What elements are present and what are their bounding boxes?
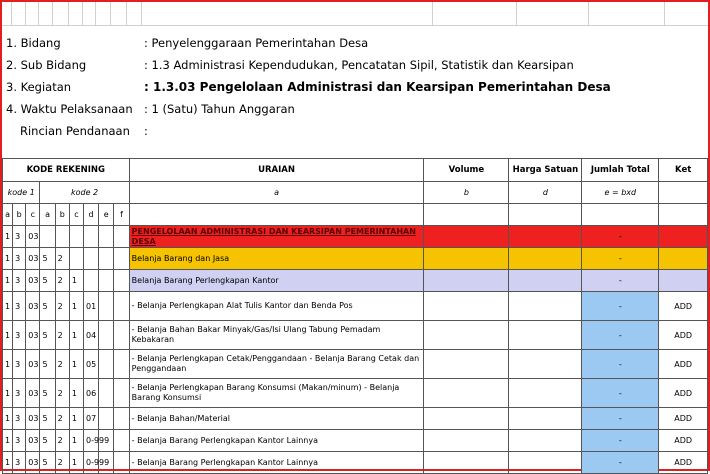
- code-cell[interactable]: 1: [69, 379, 83, 408]
- code-cell[interactable]: 03: [26, 350, 40, 379]
- code-cell[interactable]: [114, 248, 129, 270]
- code-cell[interactable]: 3: [13, 379, 26, 408]
- code-cell[interactable]: 1: [3, 350, 13, 379]
- jumlah-cell[interactable]: -: [582, 379, 659, 408]
- harga-cell[interactable]: [509, 379, 582, 408]
- code-cell[interactable]: 1: [3, 270, 13, 292]
- volume-cell[interactable]: [424, 379, 509, 408]
- harga-cell[interactable]: [509, 452, 582, 474]
- letter-cell: a: [40, 204, 55, 226]
- code-cell[interactable]: [40, 226, 55, 248]
- grid-line: [126, 2, 127, 26]
- kode-rekening-header: KODE REKENING: [3, 159, 130, 182]
- volume-cell[interactable]: [424, 248, 509, 270]
- code-cell[interactable]: 07: [83, 408, 98, 430]
- ket-cell[interactable]: ADD: [659, 452, 708, 474]
- code-cell[interactable]: 1: [3, 408, 13, 430]
- harga-cell[interactable]: [509, 350, 582, 379]
- ket-cell[interactable]: [659, 226, 708, 248]
- code-cell[interactable]: 03: [26, 379, 40, 408]
- code-cell[interactable]: [114, 321, 129, 350]
- uraian-cell[interactable]: PENGELOLAAN ADMINISTRASI DAN KEARSIPAN PEMERINTAHAN DESA: [129, 226, 424, 248]
- grid-line: [25, 2, 26, 26]
- jumlah-cell[interactable]: -: [582, 226, 659, 248]
- grid-line: [141, 2, 142, 26]
- harga-cell[interactable]: [509, 248, 582, 270]
- grid-line: [516, 2, 517, 26]
- harga-cell[interactable]: [509, 226, 582, 248]
- code-cell[interactable]: [114, 452, 129, 474]
- uraian-cell[interactable]: Belanja Barang dan Jasa: [129, 248, 424, 270]
- code-cell[interactable]: [83, 270, 98, 292]
- ket-cell[interactable]: ADD: [659, 379, 708, 408]
- code-cell[interactable]: 2: [55, 430, 69, 452]
- code-cell[interactable]: 1: [69, 430, 83, 452]
- code-cell[interactable]: [99, 321, 114, 350]
- code-cell[interactable]: [69, 226, 83, 248]
- table-row: [3, 270, 708, 292]
- code-cell[interactable]: 03: [26, 452, 40, 474]
- ket-cell[interactable]: ADD: [659, 430, 708, 452]
- grid-line: [110, 2, 111, 26]
- volume-cell[interactable]: [424, 321, 509, 350]
- grid-line: [38, 2, 39, 26]
- kegiatan-value[interactable]: : 1.3.03 Pengelolaan Administrasi dan Kearsipan Pemerintahan Desa: [144, 80, 611, 94]
- kode2-subheader: kode 2: [40, 182, 129, 204]
- code-cell[interactable]: [99, 408, 114, 430]
- grid-line: [664, 2, 665, 26]
- harga-cell[interactable]: [509, 270, 582, 292]
- volume-cell[interactable]: [424, 226, 509, 248]
- code-cell[interactable]: [83, 248, 98, 270]
- uraian-cell[interactable]: - Belanja Bahan Bakar Minyak/Gas/Isi Ulang Tabung Pemadam Kebakaran: [129, 321, 424, 350]
- code-cell[interactable]: 04: [83, 321, 98, 350]
- volume-subheader: b: [424, 182, 509, 204]
- code-cell[interactable]: 2: [55, 270, 69, 292]
- code-cell[interactable]: 2: [55, 408, 69, 430]
- code-cell[interactable]: [114, 430, 129, 452]
- letter-row: [3, 204, 708, 226]
- volume-cell[interactable]: [424, 452, 509, 474]
- waktu-label: 4. Waktu Pelaksanaan: [6, 102, 133, 116]
- sub-bidang-value[interactable]: : 1.3 Administrasi Kependudukan, Pencatatan Sipil, Statistik dan Kearsipan: [144, 58, 574, 72]
- jumlah-cell[interactable]: -: [582, 430, 659, 452]
- code-cell[interactable]: 1: [69, 292, 83, 321]
- volume-cell[interactable]: [424, 430, 509, 452]
- harga-cell[interactable]: [509, 408, 582, 430]
- code-cell[interactable]: 03: [26, 408, 40, 430]
- code-cell[interactable]: [99, 270, 114, 292]
- jumlah-cell[interactable]: -: [582, 408, 659, 430]
- empty-cell: [424, 204, 509, 226]
- code-cell[interactable]: 1: [3, 226, 13, 248]
- empty-cell: [582, 204, 659, 226]
- table-row: [3, 292, 708, 321]
- info-row-kegiatan: [2, 76, 708, 98]
- harga-subheader: d: [509, 182, 582, 204]
- code-cell[interactable]: 1: [69, 321, 83, 350]
- letter-cell: a: [3, 204, 13, 226]
- sub-bidang-label: 2. Sub Bidang: [6, 58, 87, 72]
- jumlah-cell[interactable]: -: [582, 350, 659, 379]
- uraian-cell[interactable]: - Belanja Barang Perlengkapan Kantor Lainnya: [129, 430, 424, 452]
- code-cell[interactable]: 2: [55, 292, 69, 321]
- ket-cell[interactable]: ADD: [659, 408, 708, 430]
- volume-cell[interactable]: [424, 408, 509, 430]
- code-cell[interactable]: 1: [3, 292, 13, 321]
- table-row: [3, 452, 708, 474]
- letter-cell: d: [83, 204, 98, 226]
- letter-cell: b: [13, 204, 26, 226]
- code-cell[interactable]: 3: [13, 248, 26, 270]
- info-row-waktu: [2, 98, 708, 120]
- code-cell[interactable]: 2: [55, 452, 69, 474]
- ket-subheader: [659, 182, 708, 204]
- jumlah-subheader: e = bxd: [582, 182, 659, 204]
- kode1-subheader: kode 1: [3, 182, 40, 204]
- table-row: [3, 408, 708, 430]
- table-row: [3, 430, 708, 452]
- code-cell[interactable]: 06: [83, 379, 98, 408]
- code-cell[interactable]: 2: [55, 321, 69, 350]
- letter-cell: f: [114, 204, 129, 226]
- code-cell[interactable]: 3: [13, 292, 26, 321]
- subheader-row: [3, 182, 708, 204]
- empty-cell: [129, 204, 424, 226]
- info-row-rincian: [2, 120, 708, 142]
- ket-cell[interactable]: ADD: [659, 350, 708, 379]
- empty-cell: [509, 204, 582, 226]
- harga-cell[interactable]: [509, 430, 582, 452]
- letter-cell: c: [26, 204, 40, 226]
- grid-line: [588, 2, 589, 26]
- code-cell[interactable]: 5: [40, 379, 55, 408]
- code-cell[interactable]: 1: [69, 270, 83, 292]
- info-block: [2, 2, 708, 154]
- uraian-cell[interactable]: - Belanja Perlengkapan Cetak/Penggandaan - Belanja Barang Cetak dan Penggandaan: [129, 350, 424, 379]
- code-cell[interactable]: 5: [40, 430, 55, 452]
- table-body: [3, 226, 708, 474]
- rincian-value[interactable]: :: [144, 124, 148, 138]
- code-cell[interactable]: 1: [69, 408, 83, 430]
- letter-cell: b: [55, 204, 69, 226]
- volume-header: Volume: [424, 159, 509, 182]
- volume-cell[interactable]: [424, 270, 509, 292]
- grid-line: [68, 2, 69, 26]
- uraian-cell[interactable]: - Belanja Perlengkapan Barang Konsumsi (Makan/minum) - Belanja Barang Konsumsi: [129, 379, 424, 408]
- grid-line: [82, 2, 83, 26]
- grid-line: [11, 2, 12, 26]
- ket-header: Ket: [659, 159, 708, 182]
- table-row: [3, 350, 708, 379]
- uraian-cell[interactable]: - Belanja Barang Perlengkapan Kantor Lainnya: [129, 452, 424, 474]
- code-cell[interactable]: 3: [13, 430, 26, 452]
- table-row: [3, 379, 708, 408]
- code-cell[interactable]: 1: [3, 248, 13, 270]
- budget-table: [2, 158, 708, 474]
- code-cell[interactable]: 5: [40, 270, 55, 292]
- letter-cell: c: [69, 204, 83, 226]
- table-row: [3, 321, 708, 350]
- jumlah-cell[interactable]: -: [582, 292, 659, 321]
- code-cell[interactable]: 0-999: [83, 430, 98, 452]
- code-cell[interactable]: 1: [3, 321, 13, 350]
- kegiatan-label: 3. Kegiatan: [6, 80, 72, 94]
- code-cell[interactable]: [114, 350, 129, 379]
- code-cell[interactable]: 5: [40, 408, 55, 430]
- code-cell[interactable]: 1: [3, 452, 13, 474]
- code-cell[interactable]: 01: [83, 292, 98, 321]
- code-cell[interactable]: 1: [3, 379, 13, 408]
- jumlah-cell[interactable]: -: [582, 452, 659, 474]
- rincian-label: Rincian Pendanaan: [20, 124, 130, 138]
- uraian-cell[interactable]: Belanja Barang Perlengkapan Kantor: [129, 270, 424, 292]
- code-cell[interactable]: [99, 350, 114, 379]
- code-cell[interactable]: 03: [26, 430, 40, 452]
- code-cell[interactable]: [114, 292, 129, 321]
- code-cell[interactable]: [99, 379, 114, 408]
- header-row: [3, 159, 708, 182]
- waktu-value[interactable]: : 1 (Satu) Tahun Anggaran: [144, 102, 295, 116]
- code-cell[interactable]: 05: [83, 350, 98, 379]
- ket-cell[interactable]: ADD: [659, 292, 708, 321]
- jumlah-cell[interactable]: -: [582, 270, 659, 292]
- letter-cell: e: [99, 204, 114, 226]
- code-cell[interactable]: 1: [69, 452, 83, 474]
- code-cell[interactable]: 3: [13, 270, 26, 292]
- uraian-cell[interactable]: - Belanja Bahan/Material: [129, 408, 424, 430]
- grid-line: [432, 2, 433, 26]
- code-cell[interactable]: 5: [40, 248, 55, 270]
- jumlah-cell[interactable]: -: [582, 321, 659, 350]
- grid-line: [2, 25, 708, 26]
- empty-cell: [659, 204, 708, 226]
- code-cell[interactable]: [114, 226, 129, 248]
- harga-cell[interactable]: [509, 292, 582, 321]
- bidang-value[interactable]: : Penyelenggaraan Pemerintahan Desa: [144, 36, 369, 50]
- code-cell[interactable]: [114, 408, 129, 430]
- ket-cell[interactable]: ADD: [659, 321, 708, 350]
- info-row-bidang: [2, 32, 708, 54]
- grid-line: [52, 2, 53, 26]
- code-cell[interactable]: [99, 292, 114, 321]
- code-cell[interactable]: [114, 379, 129, 408]
- code-cell[interactable]: 1: [3, 430, 13, 452]
- uraian-header: URAIAN: [129, 159, 424, 182]
- jumlah-cell[interactable]: -: [582, 248, 659, 270]
- code-cell[interactable]: 03: [26, 292, 40, 321]
- code-cell[interactable]: 2: [55, 248, 69, 270]
- code-cell[interactable]: [99, 226, 114, 248]
- code-cell[interactable]: 3: [13, 226, 26, 248]
- volume-cell[interactable]: [424, 292, 509, 321]
- harga-satuan-header: Harga Satuan: [509, 159, 582, 182]
- uraian-subheader: a: [129, 182, 424, 204]
- code-cell[interactable]: [114, 270, 129, 292]
- ket-cell[interactable]: [659, 270, 708, 292]
- table-row: [3, 248, 708, 270]
- code-cell[interactable]: 2: [55, 350, 69, 379]
- code-cell[interactable]: 3: [13, 452, 26, 474]
- code-cell[interactable]: 3: [13, 321, 26, 350]
- code-cell[interactable]: [69, 248, 83, 270]
- code-cell[interactable]: 3: [13, 350, 26, 379]
- code-cell[interactable]: 0-999: [83, 452, 98, 474]
- grid-line: [95, 2, 96, 26]
- jumlah-total-header: Jumlah Total: [582, 159, 659, 182]
- code-cell[interactable]: 3: [13, 408, 26, 430]
- code-cell[interactable]: 03: [26, 226, 40, 248]
- ket-cell[interactable]: [659, 248, 708, 270]
- code-cell[interactable]: [99, 248, 114, 270]
- bidang-label: 1. Bidang: [6, 36, 61, 50]
- uraian-cell[interactable]: - Belanja Perlengkapan Alat Tulis Kantor dan Benda Pos: [129, 292, 424, 321]
- code-cell[interactable]: 1: [69, 350, 83, 379]
- code-cell[interactable]: 5: [40, 350, 55, 379]
- code-cell[interactable]: 2: [55, 379, 69, 408]
- code-cell[interactable]: [83, 226, 98, 248]
- code-cell[interactable]: 5: [40, 292, 55, 321]
- info-row-sub-bidang: [2, 54, 708, 76]
- volume-cell[interactable]: [424, 350, 509, 379]
- code-cell[interactable]: 5: [40, 321, 55, 350]
- code-cell[interactable]: 03: [26, 321, 40, 350]
- harga-cell[interactable]: [509, 321, 582, 350]
- table-row: [3, 226, 708, 248]
- code-cell[interactable]: 03: [26, 248, 40, 270]
- code-cell[interactable]: 5: [40, 452, 55, 474]
- code-cell[interactable]: 03: [26, 270, 40, 292]
- code-cell[interactable]: [55, 226, 69, 248]
